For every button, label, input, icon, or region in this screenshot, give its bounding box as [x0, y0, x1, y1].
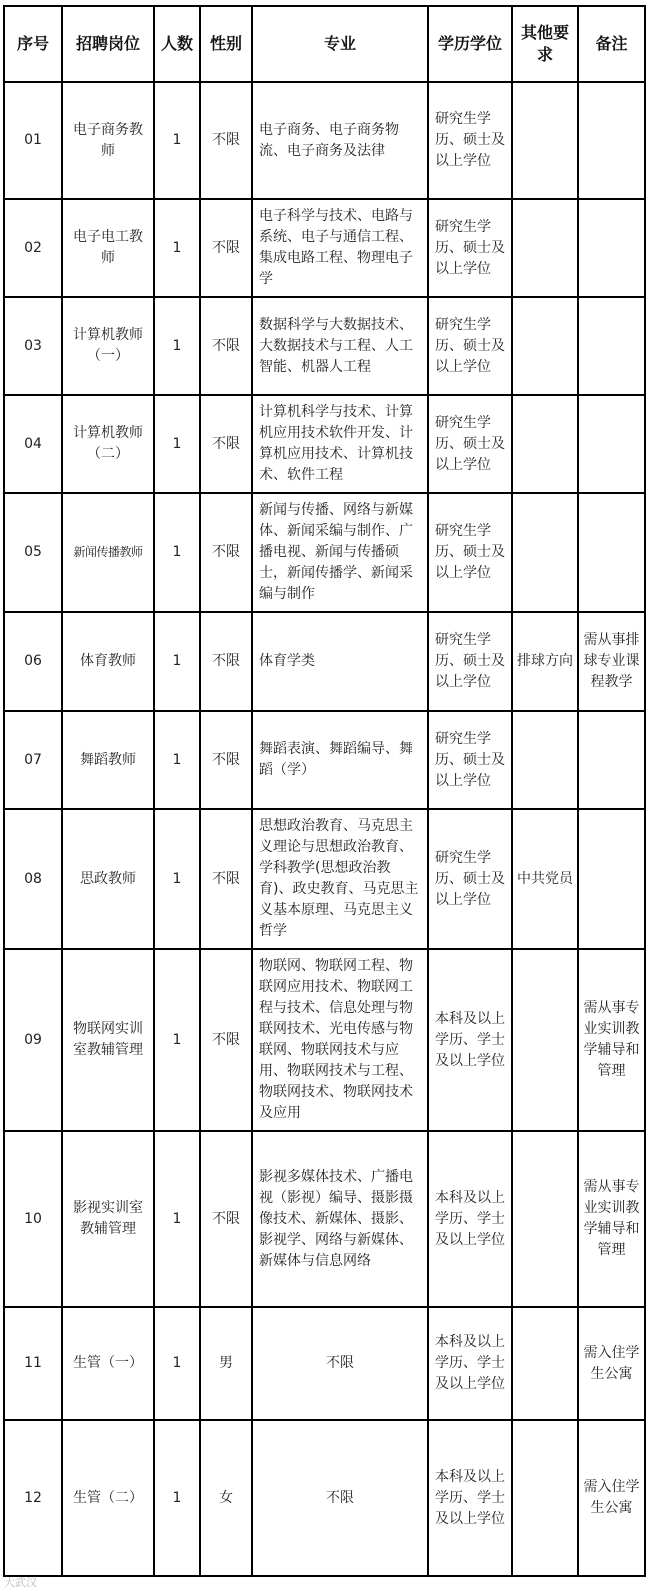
table-row — [4, 711, 645, 809]
cell-gender: 女 — [200, 1420, 252, 1576]
cell-remark: 需从事专业实训教学辅导和管理 — [578, 949, 645, 1131]
cell-remark — [578, 297, 645, 395]
cell-major: 不限 — [252, 1307, 428, 1420]
cell-remark: 需从事专业实训教学辅导和管理 — [578, 1131, 645, 1307]
cell-gender: 不限 — [200, 297, 252, 395]
cell-remark — [578, 199, 645, 297]
cell-count: 1 — [154, 199, 200, 297]
cell-gender: 不限 — [200, 82, 252, 199]
cell-post: 物联网实训室教辅管理 — [62, 949, 154, 1131]
cell-gender: 不限 — [200, 711, 252, 809]
cell-no: 09 — [4, 949, 62, 1131]
cell-post: 新闻传播教师 — [62, 493, 154, 612]
cell-post: 影视实训室教辅管理 — [62, 1131, 154, 1307]
cell-remark — [578, 809, 645, 949]
table-row — [4, 395, 645, 493]
cell-other — [512, 711, 578, 809]
table-row — [4, 612, 645, 711]
cell-gender: 男 — [200, 1307, 252, 1420]
header-major: 专业 — [252, 6, 428, 82]
table-row — [4, 1131, 645, 1307]
cell-post: 计算机教师（一） — [62, 297, 154, 395]
cell-remark: 需从事排球专业课程教学 — [578, 612, 645, 711]
cell-edu: 研究生学历、硕士及以上学位 — [428, 395, 512, 493]
table-row — [4, 1307, 645, 1420]
cell-other — [512, 1420, 578, 1576]
cell-remark: 需入住学生公寓 — [578, 1307, 645, 1420]
cell-count: 1 — [154, 82, 200, 199]
header-other: 其他要求 — [512, 6, 578, 82]
cell-gender: 不限 — [200, 612, 252, 711]
cell-remark — [578, 395, 645, 493]
cell-no: 06 — [4, 612, 62, 711]
cell-major: 新闻与传播、网络与新媒体、新闻采编与制作、广播电视、新闻与传播硕士，新闻传播学、新闻采编与制作 — [252, 493, 428, 612]
cell-major: 数据科学与大数据技术、大数据技术与工程、人工智能、机器人工程 — [252, 297, 428, 395]
table-row — [4, 199, 645, 297]
cell-no: 02 — [4, 199, 62, 297]
header-post: 招聘岗位 — [62, 6, 154, 82]
header-edu: 学历学位 — [428, 6, 512, 82]
watermark: 大武汉 — [4, 1576, 37, 1589]
cell-post: 舞蹈教师 — [62, 711, 154, 809]
cell-edu: 本科及以上学历、学士及以上学位 — [428, 949, 512, 1131]
header-remark: 备注 — [578, 6, 645, 82]
cell-other — [512, 949, 578, 1131]
cell-major: 影视多媒体技术、广播电视（影视）编导、摄影摄像技术、新媒体、摄影、影视学、网络与新媒体、新媒体与信息网络 — [252, 1131, 428, 1307]
header-count: 人数 — [154, 6, 200, 82]
cell-edu: 本科及以上学历、学士及以上学位 — [428, 1307, 512, 1420]
header-no: 序号 — [4, 6, 62, 82]
cell-count: 1 — [154, 493, 200, 612]
cell-other — [512, 395, 578, 493]
cell-other — [512, 199, 578, 297]
cell-edu: 研究生学历、硕士及以上学位 — [428, 493, 512, 612]
cell-post: 电子商务教师 — [62, 82, 154, 199]
cell-no: 07 — [4, 711, 62, 809]
cell-no: 12 — [4, 1420, 62, 1576]
table-row — [4, 82, 645, 199]
cell-major: 电子商务、电子商务物流、电子商务及法律 — [252, 82, 428, 199]
table-row — [4, 949, 645, 1131]
cell-post: 计算机教师（二） — [62, 395, 154, 493]
cell-other: 中共党员 — [512, 809, 578, 949]
cell-edu: 研究生学历、硕士及以上学位 — [428, 297, 512, 395]
cell-major: 舞蹈表演、舞蹈编导、舞蹈（学） — [252, 711, 428, 809]
cell-no: 10 — [4, 1131, 62, 1307]
cell-count: 1 — [154, 1131, 200, 1307]
cell-count: 1 — [154, 297, 200, 395]
cell-gender: 不限 — [200, 199, 252, 297]
cell-post: 电子电工教师 — [62, 199, 154, 297]
cell-edu: 研究生学历、硕士及以上学位 — [428, 711, 512, 809]
cell-no: 03 — [4, 297, 62, 395]
cell-no: 11 — [4, 1307, 62, 1420]
cell-count: 1 — [154, 809, 200, 949]
recruitment-table — [3, 5, 646, 1577]
cell-gender: 不限 — [200, 809, 252, 949]
cell-other — [512, 1307, 578, 1420]
cell-remark — [578, 493, 645, 612]
cell-gender: 不限 — [200, 1131, 252, 1307]
table-row — [4, 809, 645, 949]
cell-count: 1 — [154, 612, 200, 711]
cell-other — [512, 82, 578, 199]
cell-edu: 研究生学历、硕士及以上学位 — [428, 82, 512, 199]
cell-other: 排球方向 — [512, 612, 578, 711]
cell-major: 不限 — [252, 1420, 428, 1576]
cell-count: 1 — [154, 1307, 200, 1420]
cell-major: 体育学类 — [252, 612, 428, 711]
cell-no: 04 — [4, 395, 62, 493]
cell-no: 05 — [4, 493, 62, 612]
cell-count: 1 — [154, 395, 200, 493]
cell-major: 电子科学与技术、电路与系统、电子与通信工程、集成电路工程、物理电子学 — [252, 199, 428, 297]
cell-edu: 研究生学历、硕士及以上学位 — [428, 199, 512, 297]
cell-post: 生管（二） — [62, 1420, 154, 1576]
cell-edu: 本科及以上学历、学士及以上学位 — [428, 1420, 512, 1576]
cell-other — [512, 1131, 578, 1307]
cell-remark — [578, 82, 645, 199]
table-row — [4, 1420, 645, 1576]
header-row — [4, 6, 645, 82]
cell-major: 物联网、物联网工程、物联网应用技术、物联网工程与技术、信息处理与物联网技术、光电传感与物联网、物联网技术与应用、物联网技术与工程、物联网技术、物联网技术及应用 — [252, 949, 428, 1131]
table-row — [4, 297, 645, 395]
header-gender: 性别 — [200, 6, 252, 82]
cell-remark: 需入住学生公寓 — [578, 1420, 645, 1576]
cell-count: 1 — [154, 711, 200, 809]
cell-major: 计算机科学与技术、计算机应用技术软件开发、计算机应用技术、计算机技术、软件工程 — [252, 395, 428, 493]
cell-no: 08 — [4, 809, 62, 949]
cell-count: 1 — [154, 1420, 200, 1576]
cell-gender: 不限 — [200, 493, 252, 612]
cell-gender: 不限 — [200, 395, 252, 493]
cell-count: 1 — [154, 949, 200, 1131]
cell-gender: 不限 — [200, 949, 252, 1131]
cell-no: 01 — [4, 82, 62, 199]
cell-edu: 本科及以上学历、学士及以上学位 — [428, 1131, 512, 1307]
cell-post: 生管（一） — [62, 1307, 154, 1420]
cell-other — [512, 297, 578, 395]
cell-edu: 研究生学历、硕士及以上学位 — [428, 809, 512, 949]
cell-edu: 研究生学历、硕士及以上学位 — [428, 612, 512, 711]
cell-post: 体育教师 — [62, 612, 154, 711]
cell-major: 思想政治教育、马克思主义理论与思想政治教育、学科教学(思想政治教育)、政史教育、马克思主义基本原理、马克思主义哲学 — [252, 809, 428, 949]
cell-remark — [578, 711, 645, 809]
table-row — [4, 493, 645, 612]
cell-post: 思政教师 — [62, 809, 154, 949]
cell-other — [512, 493, 578, 612]
